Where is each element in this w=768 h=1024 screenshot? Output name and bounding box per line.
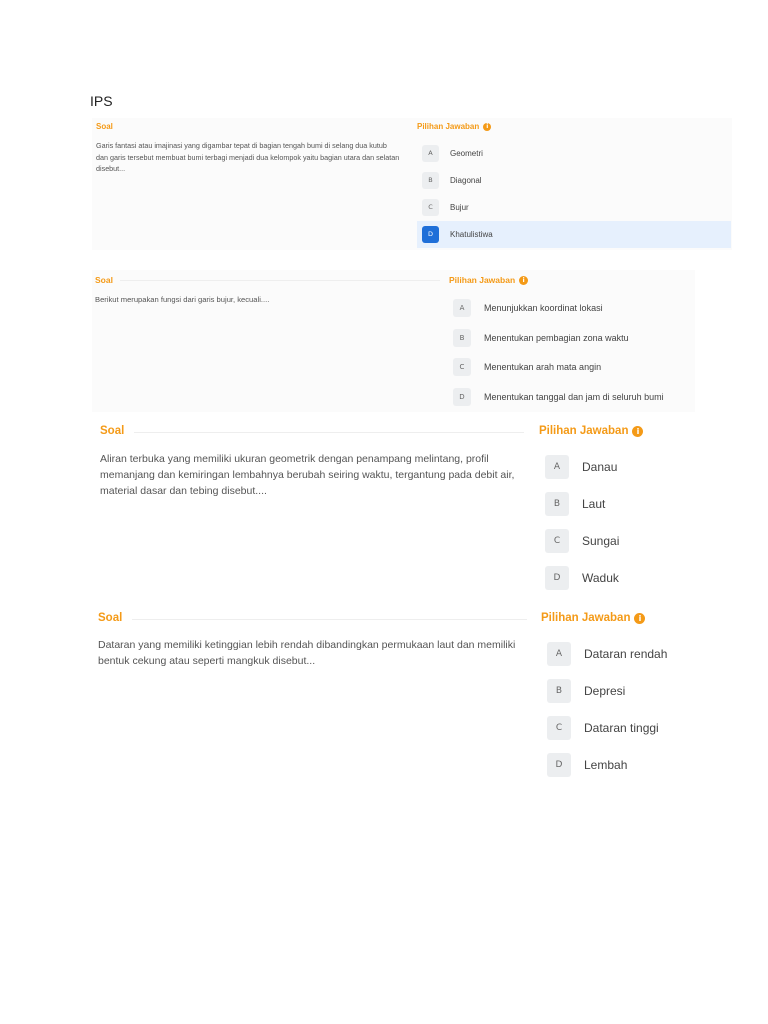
divider [134, 432, 524, 433]
option-letter-badge: D [545, 566, 569, 590]
option-letter-badge: A [547, 642, 571, 666]
option-letter-badge: B [547, 679, 571, 703]
info-icon[interactable]: i [519, 276, 528, 285]
option-letter-badge: B [422, 172, 439, 189]
info-icon[interactable]: i [632, 426, 643, 437]
option-letter-badge: D [422, 226, 439, 243]
option-a[interactable] [539, 452, 689, 482]
option-c[interactable] [541, 713, 691, 743]
option-letter-badge: C [547, 716, 571, 740]
question-card-3 [92, 418, 692, 603]
option-letter-badge: B [545, 492, 569, 516]
option-c[interactable] [417, 194, 731, 221]
option-letter-badge: C [545, 529, 569, 553]
option-letter-badge: A [545, 455, 569, 479]
option-text: Diagonal [450, 176, 482, 185]
option-d[interactable] [541, 750, 691, 780]
option-d[interactable] [449, 384, 695, 410]
answer-choices-label [417, 122, 491, 131]
option-text: Lembah [584, 758, 628, 772]
option-letter-badge: D [547, 753, 571, 777]
info-icon[interactable]: i [634, 613, 645, 624]
option-text: Sungai [582, 534, 620, 548]
option-a[interactable] [541, 639, 691, 669]
option-text: Menentukan arah mata angin [484, 362, 602, 372]
answer-choices-label-text: Pilihan Jawaban [541, 612, 631, 624]
answer-choices-label [449, 275, 528, 285]
option-b[interactable] [417, 167, 731, 194]
answer-choices-label-text: Pilihan Jawaban [539, 425, 629, 437]
question-text: Berikut merupakan fungsi dari garis bujur, kecuali.... [95, 295, 270, 304]
question-card-4 [92, 605, 692, 785]
option-letter-badge: A [422, 145, 439, 162]
option-text: Geometri [450, 149, 483, 158]
option-letter-badge: B [453, 329, 471, 347]
option-a[interactable] [449, 295, 695, 321]
answer-choices-label [539, 425, 643, 437]
option-text: Laut [582, 497, 606, 511]
option-text: Bujur [450, 203, 469, 212]
option-c[interactable] [449, 354, 695, 380]
option-letter-badge: C [453, 358, 471, 376]
answer-choices-label [541, 612, 645, 624]
soal-label: Soal [95, 275, 113, 285]
option-text: Menentukan tanggal dan jam di seluruh bumi [484, 392, 664, 402]
question-text: Garis fantasi atau imajinasi yang digambar tepat di bagian tengah bumi di selang dua kutub dan garis tersebut membuat bumi terbagi menjadi dua kelompok yaitu bagian utara dan selatan disebut... [96, 141, 400, 173]
divider [132, 619, 527, 620]
soal-label: Soal [98, 612, 123, 624]
divider [120, 280, 440, 281]
option-letter-badge: A [453, 299, 471, 317]
soal-label: Soal [96, 122, 113, 131]
option-b[interactable] [449, 325, 695, 351]
question-text: Dataran yang memiliki ketinggian lebih rendah dibandingkan permukaan laut dan memiliki bentuk cekung atau seperti mangkuk disebut... [98, 639, 516, 667]
question-text: Aliran terbuka yang memiliki ukuran geometrik dengan penampang melintang, profil memanjang dan kemiringan lembahnya berubah seiring waktu, tergantung pada debit air, material dasar dan tebing disebut.... [100, 453, 515, 497]
option-d[interactable] [539, 563, 689, 593]
option-text: Danau [582, 460, 618, 474]
option-text: Dataran tinggi [584, 721, 659, 735]
option-text: Waduk [582, 571, 619, 585]
option-d-selected[interactable] [417, 221, 731, 248]
option-b[interactable] [539, 489, 689, 519]
option-b[interactable] [541, 676, 691, 706]
answer-choices-label-text: Pilihan Jawaban [417, 122, 480, 131]
option-text: Menunjukkan koordinat lokasi [484, 303, 603, 313]
option-text: Depresi [584, 684, 626, 698]
option-text: Menentukan pembagian zona waktu [484, 333, 629, 343]
option-a[interactable] [417, 140, 731, 167]
question-card-1 [92, 118, 732, 250]
answer-choices-label-text: Pilihan Jawaban [449, 275, 516, 285]
option-text: Khatulistiwa [450, 230, 493, 239]
option-letter-badge: D [453, 388, 471, 406]
option-letter-badge: C [422, 199, 439, 216]
document-title: IPS [90, 93, 113, 109]
soal-label: Soal [100, 425, 125, 437]
info-icon[interactable]: i [483, 123, 491, 131]
option-c[interactable] [539, 526, 689, 556]
question-card-2 [92, 270, 695, 412]
option-text: Dataran rendah [584, 647, 668, 661]
